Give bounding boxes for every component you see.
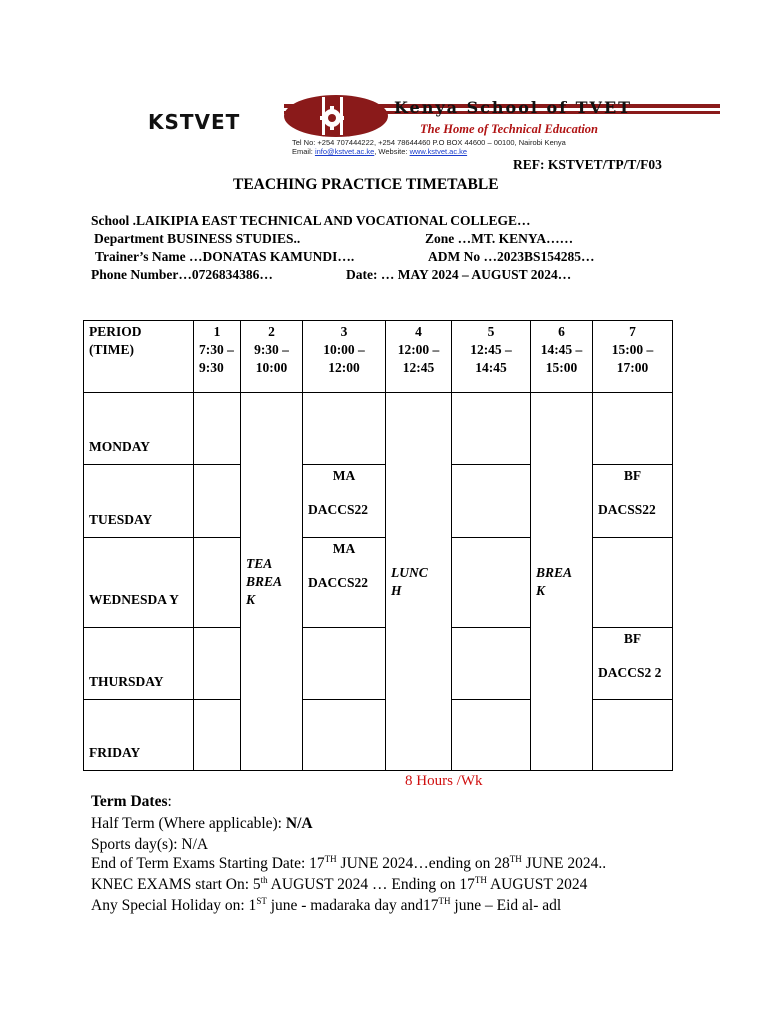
- class-code: DACSS22: [598, 502, 656, 517]
- email-link[interactable]: info@kstvet.ac.ke: [314, 147, 375, 156]
- tea-break-cell: [241, 393, 303, 771]
- half-term-line: [91, 815, 313, 833]
- period-time: 7:30 – 9:30: [199, 342, 234, 375]
- slot-cell: [194, 538, 241, 628]
- subject-code: MA: [332, 468, 356, 483]
- exams-text: End of Term Exams Starting Date: 17: [91, 855, 325, 872]
- period-header: PERIOD: [89, 324, 142, 339]
- knec-line: [91, 876, 587, 894]
- lunch-label: LUNC H: [391, 564, 428, 598]
- period-4-header: [386, 321, 452, 393]
- period-time: 10:00 – 12:00: [323, 342, 365, 375]
- slot-cell: [593, 538, 673, 628]
- time-header: (TIME): [89, 342, 134, 357]
- ordinal-suffix: TH: [324, 854, 337, 864]
- class-code: DACCS2 2: [598, 665, 662, 680]
- slot-cell: [452, 393, 531, 465]
- class-code: DACCS22: [308, 502, 369, 517]
- tea-break-label: TEA BREA K: [246, 555, 282, 607]
- period-time: 12:00 – 12:45: [397, 342, 440, 375]
- exams-text: JUNE 2024…ending on 28: [336, 855, 510, 872]
- period-time: 15:00 – 17:00: [611, 342, 654, 375]
- half-term-value: N/A: [285, 815, 313, 832]
- period-number: 1: [213, 324, 221, 339]
- slot-cell: [194, 465, 241, 538]
- website-link[interactable]: www.kstvet.ac.ke: [409, 147, 468, 156]
- day-monday: MONDAY: [84, 393, 194, 465]
- slot-cell: [452, 628, 531, 700]
- knec-text: AUGUST 2024 … Ending on 17: [267, 876, 475, 893]
- period-number: 3: [340, 324, 348, 339]
- term-dates-heading: Term Dates:: [91, 793, 172, 810]
- email-label: Email:: [292, 147, 313, 156]
- gear-logo-icon: [282, 94, 390, 138]
- break-label: BREA K: [536, 564, 572, 598]
- day-tuesday: TUESDAY: [84, 465, 194, 538]
- adm-line: ADM No …2023BS154285…: [428, 249, 595, 264]
- period-time: 12:45 – 14:45: [470, 342, 512, 375]
- contact-phone-address: Tel No: +254 707444222, +254 78644460 P.O BOX 44600 – 00100, Nairobi Kenya: [292, 138, 566, 147]
- slot-cell: [593, 393, 673, 465]
- period-number: 6: [558, 324, 565, 339]
- table-row: [84, 393, 673, 465]
- slot-cell: [194, 628, 241, 700]
- exams-line: [91, 855, 606, 873]
- ordinal-suffix: th: [260, 875, 268, 885]
- ordinal-suffix: TH: [474, 875, 487, 885]
- ordinal-suffix: ST: [256, 896, 267, 906]
- contact-web: Email: info@kstvet.ac.ke, Website: www.kstvet.ac.ke: [292, 147, 468, 156]
- timetable: [83, 320, 673, 771]
- tagline: The Home of Technical Education: [420, 122, 599, 136]
- period-header-cell: [84, 321, 194, 393]
- ordinal-suffix: TH: [509, 854, 522, 864]
- period-number: 7: [629, 324, 636, 339]
- slot-cell: [593, 700, 673, 771]
- slot-tuesday-p3: [303, 465, 386, 538]
- period-5-header: [452, 321, 531, 393]
- ordinal-suffix: TH: [438, 896, 451, 906]
- slot-cell: [303, 628, 386, 700]
- letterhead: [140, 92, 720, 160]
- class-code: DACCS22: [308, 575, 369, 590]
- period-number: 5: [487, 324, 495, 339]
- day-friday: FRIDAY: [84, 700, 194, 771]
- page-title: TEACHING PRACTICE TIMETABLE: [233, 176, 499, 193]
- sports-line: Sports day(s): N/A: [91, 836, 209, 853]
- period-7-header: [593, 321, 673, 393]
- zone-line: Zone …MT. KENYA……: [425, 231, 574, 246]
- subject-code: MA: [332, 541, 356, 556]
- reference-code: REF: KSTVET/TP/T/F03: [513, 157, 662, 172]
- holiday-text: june - madaraka day and17: [266, 897, 439, 914]
- slot-cell: [452, 465, 531, 538]
- slot-cell: [194, 700, 241, 771]
- weekly-hours: 8 Hours /Wk: [405, 773, 483, 789]
- website-label: Website:: [378, 147, 408, 156]
- phone-line: Phone Number…0726834386…: [91, 267, 273, 282]
- date-line: Date: … MAY 2024 – AUGUST 2024…: [346, 267, 572, 282]
- half-term-label: Half Term (Where applicable):: [91, 815, 286, 832]
- slot-thursday-p7: [593, 628, 673, 700]
- exams-text: JUNE 2024..: [521, 855, 607, 872]
- period-time: 14:45 – 15:00: [540, 342, 583, 375]
- knec-text: KNEC EXAMS start On: 5: [91, 876, 261, 893]
- subject-code: BF: [623, 468, 642, 483]
- department-line: Department BUSINESS STUDIES..: [94, 231, 301, 246]
- logo-abbr: KSTVET: [148, 110, 241, 134]
- period-time: 9:30 – 10:00: [254, 342, 289, 375]
- period-6-header: [531, 321, 593, 393]
- day-wednesday: WEDNESDA Y: [84, 538, 194, 628]
- break-cell: [531, 393, 593, 771]
- slot-cell: [452, 700, 531, 771]
- slot-cell: [452, 538, 531, 628]
- slot-wednesday-p3: [303, 538, 386, 628]
- contact-info: [292, 138, 566, 156]
- knec-text: AUGUST 2024: [486, 876, 588, 893]
- slot-cell: [194, 393, 241, 465]
- period-2-header: [241, 321, 303, 393]
- holiday-text: Any Special Holiday on: 1: [91, 897, 257, 914]
- header-row: [84, 321, 673, 393]
- school-name: Kenya School of TVET: [394, 98, 633, 117]
- period-3-header: [303, 321, 386, 393]
- period-number: 2: [268, 324, 275, 339]
- holiday-text: june – Eid al- adl: [450, 897, 562, 914]
- day-thursday: THURSDAY: [84, 628, 194, 700]
- slot-cell: [303, 393, 386, 465]
- period-number: 4: [415, 324, 422, 339]
- trainer-line: Trainer’s Name …DONATAS KAMUNDI….: [95, 249, 355, 264]
- subject-code: BF: [623, 631, 642, 646]
- holiday-line: [91, 897, 561, 915]
- lunch-cell: [386, 393, 452, 771]
- period-1-header: [194, 321, 241, 393]
- school-line: School .LAIKIPIA EAST TECHNICAL AND VOCATIONAL COLLEGE…: [91, 213, 531, 228]
- slot-cell: [303, 700, 386, 771]
- slot-tuesday-p7: [593, 465, 673, 538]
- term-heading-text: Term Dates: [91, 793, 168, 810]
